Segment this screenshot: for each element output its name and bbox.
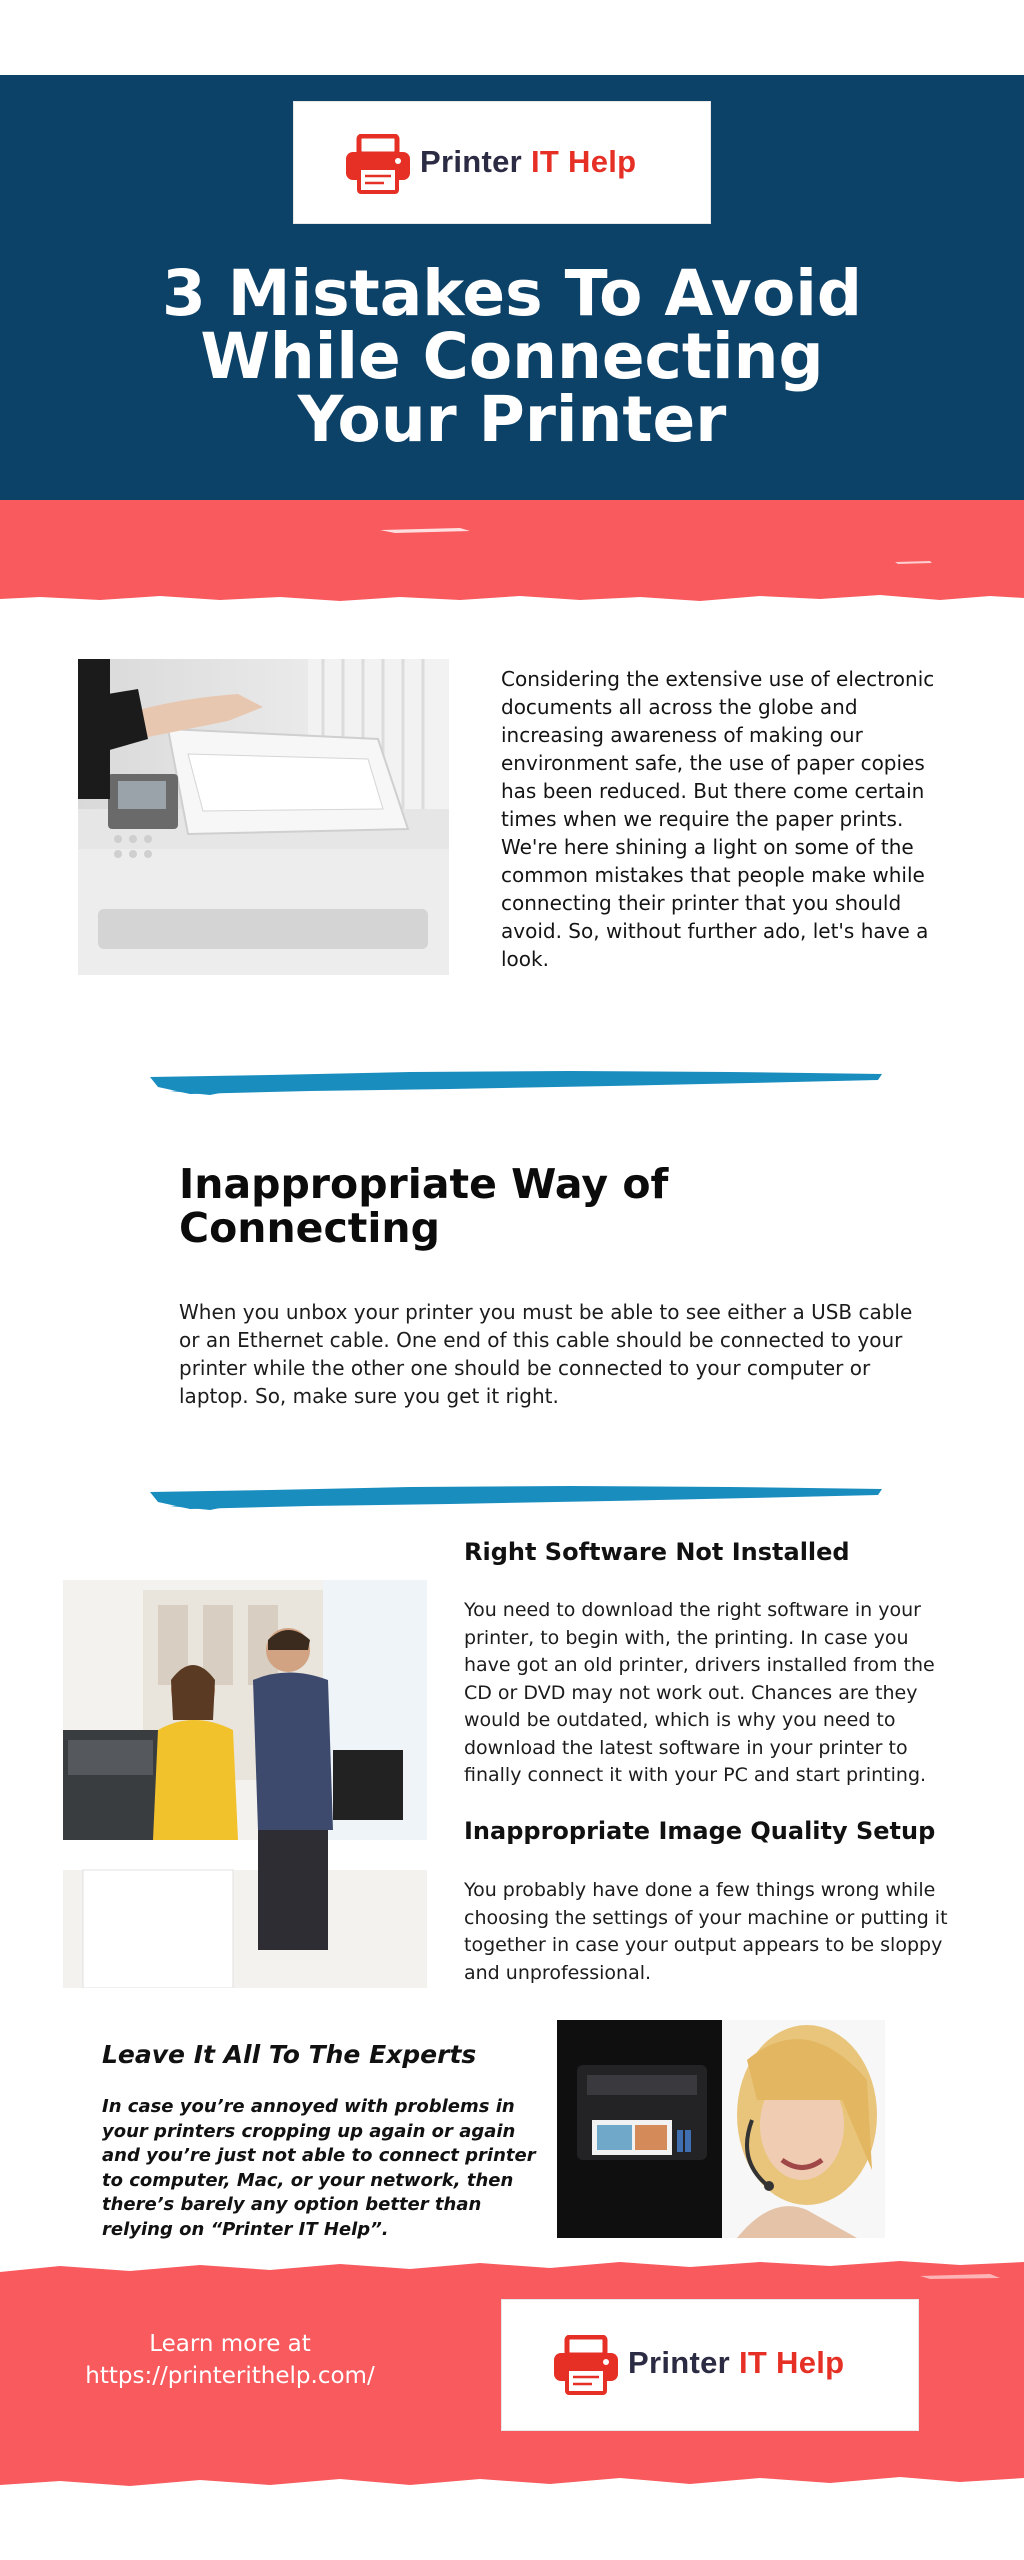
- footer-line-1: Learn more at: [149, 2331, 311, 2357]
- section1-paragraph: When you unbox your printer you must be able to see either a USB cable or an Ethernet cable. One end of this cable should be connected to your printer while the other one should be connected to your computer or laptop. So, make sure you get it right.: [179, 1300, 913, 1408]
- logo-name-part2: IT Help: [530, 144, 637, 179]
- footer-url-link[interactable]: https://printerithelp.com/: [85, 2363, 375, 2389]
- blue-brush-divider-2: [150, 1482, 882, 1512]
- experts-paragraph: In case you’re annoyed with problems in your printers cropping up again or again and you’re just not able to connect printer to computer, Mac, or your network, then there’s barely any option better than relying on “Printer IT Help”.: [102, 2096, 536, 2240]
- intro-paragraph: Considering the extensive use of electronic documents all across the globe and increasing awareness of making our environment safe, the use of paper copies has been reduced. But there come certain times when we require the paper prints. We're here shining a light on some of the common mistakes that people make while connecting their printer that you should avoid. So, without further ado, let's have a look.: [501, 667, 935, 971]
- header-logo: [294, 102, 710, 223]
- coral-brush-band-top: [0, 500, 1024, 610]
- page-title: [120, 257, 904, 456]
- title-line-3: Your Printer: [297, 383, 727, 456]
- section3-paragraph: You probably have done a few things wrong while choosing the settings of your machine or putting it together in case your output appears to be sloppy and unprofessional.: [464, 1879, 948, 1984]
- footer-logo-name-part2: IT Help: [738, 2345, 845, 2380]
- logo-name-part1: Printer: [420, 144, 523, 179]
- section1-heading: [179, 1162, 879, 1250]
- section3-heading: Inappropriate Image Quality Setup: [464, 1817, 936, 1845]
- footer-learn-more: [80, 2328, 380, 2392]
- blue-brush-divider-1: [150, 1067, 882, 1097]
- copier-photo: [78, 659, 449, 975]
- printer-logo-icon-footer: [552, 2335, 620, 2395]
- section2-heading: Right Software Not Installed: [464, 1538, 850, 1566]
- section1-heading-line2: Connecting: [179, 1204, 440, 1252]
- title-line-1: 3 Mistakes To Avoid: [162, 257, 862, 330]
- printer-logo-icon: [344, 134, 412, 194]
- support-agent-photo: [557, 2020, 885, 2238]
- experts-heading: Leave It All To The Experts: [102, 2040, 477, 2069]
- section2-paragraph: You need to download the right software in your printer, to begin with, the printing. In case you have got an old printer, drivers installed from the CD or DVD may not work out. Chances are they would be outdated, which is why you need to download the latest software in your printer to finally connect it with your PC and start printing.: [464, 1599, 935, 1786]
- footer-logo: [502, 2300, 918, 2430]
- footer-logo-name-part1: Printer: [628, 2345, 731, 2380]
- section1-heading-line1: Inappropriate Way of: [179, 1160, 669, 1208]
- office-team-photo: [63, 1580, 427, 1988]
- title-line-2: While Connecting: [200, 320, 824, 393]
